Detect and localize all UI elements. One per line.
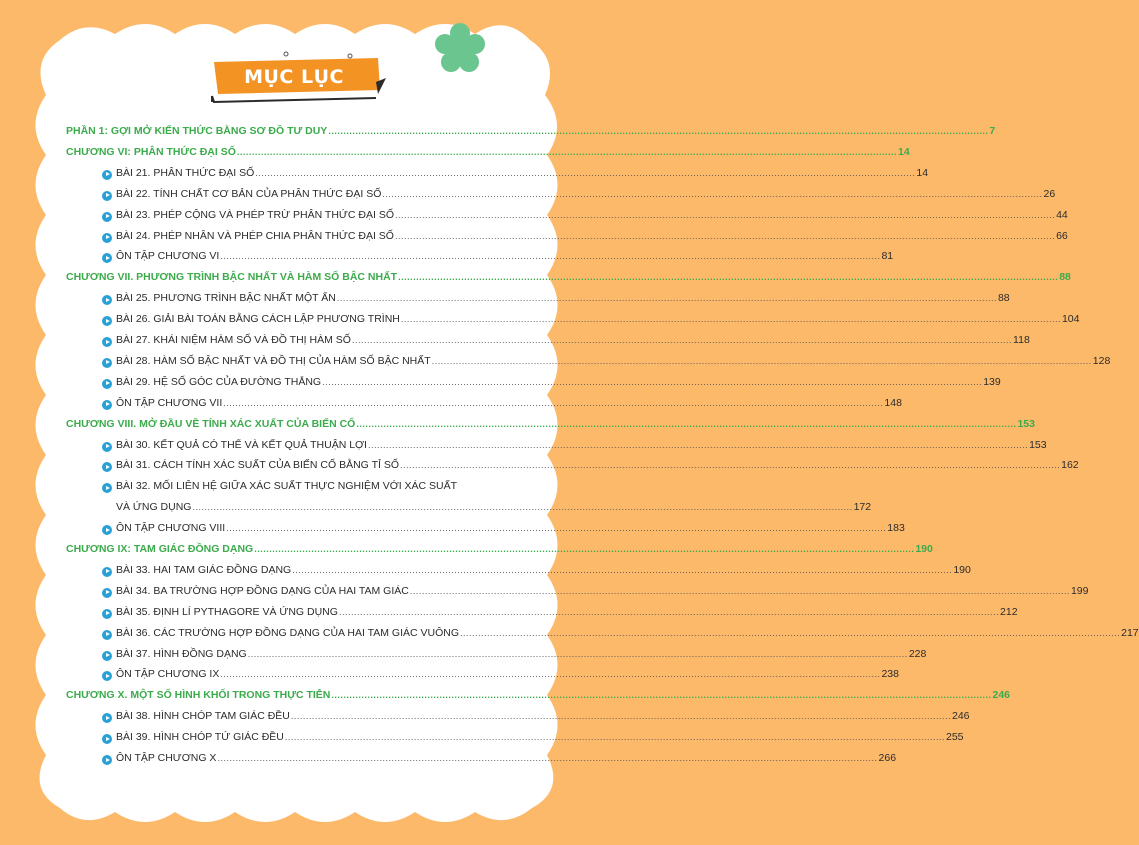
dot-leader: ............................................................................................................................................................................................................................ xyxy=(217,753,878,763)
toc-page-number: 246 xyxy=(992,689,1011,702)
toc-lesson-row[interactable] xyxy=(102,710,970,723)
play-bullet-icon xyxy=(102,567,112,577)
toc-lesson-row[interactable] xyxy=(102,396,902,409)
toc-page-number: 14 xyxy=(898,145,910,158)
toc-page-number: 148 xyxy=(884,396,902,409)
toc-chapter-row[interactable] xyxy=(66,689,1011,702)
dot-leader: ............................................................................................................................................................................................................................ xyxy=(460,627,1121,638)
toc-page-number: 228 xyxy=(908,647,927,660)
dot-leader: ............................................................................................................................................................................................................................ xyxy=(400,314,1061,325)
toc-page-number: 104 xyxy=(1061,313,1080,326)
toc-entry-label: CHƯƠNG VII. PHƯƠNG TRÌNH BẬC NHẤT VÀ HÀM SỐ BẬC NHẤT xyxy=(66,271,398,284)
dot-leader: ............................................................................................................................................................................................................................ xyxy=(223,397,884,408)
toc-chapter-row[interactable] xyxy=(66,543,933,555)
play-bullet-icon xyxy=(102,734,112,744)
toc-page-number: 88 xyxy=(997,292,1010,305)
toc-lesson-row[interactable] xyxy=(102,166,929,179)
toc-entry-label: BÀI 32. MỐI LIÊN HỆ GIỮA XÁC SUẤT THỰC NGHIỆM VỚI XÁC SUẤT xyxy=(116,480,458,493)
toc-entry-label: BÀI 30. KẾT QUẢ CÓ THỂ VÀ KẾT QUẢ THUẬN LỢI xyxy=(116,438,367,451)
toc-entry-label: PHẦN 1: GỢI MỞ KIẾN THỨC BẰNG SƠ ĐỒ TƯ DUY xyxy=(66,125,328,137)
dot-leader: ............................................................................................................................................................................................................................ xyxy=(284,732,945,743)
toc-chapter-row[interactable] xyxy=(66,145,910,158)
toc-page-number: 128 xyxy=(1092,354,1111,367)
dot-leader: ............................................................................................................................................................................................................................ xyxy=(356,418,1017,429)
toc-lesson-row[interactable] xyxy=(102,250,894,263)
toc-lesson-row[interactable] xyxy=(102,522,905,535)
dot-leader: ............................................................................................................................................................................................................................ xyxy=(290,711,951,722)
play-bullet-icon xyxy=(102,525,112,535)
dot-leader: ............................................................................................................................................................................................................................ xyxy=(400,460,1061,471)
toc-page-number: 88 xyxy=(1059,271,1071,284)
toc-page-number: 183 xyxy=(887,522,905,535)
toc-chapter-row[interactable] xyxy=(66,271,1071,284)
dot-leader: ............................................................................................................................................................................................................................ xyxy=(226,523,887,534)
toc-entry-label: CHƯƠNG VIII. MỞ ĐẦU VỀ TÍNH XÁC XUẤT CỦA BIẾN CỐ xyxy=(66,417,356,430)
toc-lesson-row[interactable] xyxy=(102,229,1068,242)
toc-entry-label: BÀI 34. BA TRƯỜNG HỢP ĐỒNG DẠNG CỦA HAI TAM GIÁC xyxy=(116,584,409,597)
dot-leader: ............................................................................................................................................................................................................................ xyxy=(236,146,897,157)
dot-leader: ............................................................................................................................................................................................................................ xyxy=(220,251,881,262)
toc-lesson-row[interactable] xyxy=(102,438,1047,451)
toc-page-number: 255 xyxy=(945,731,964,744)
toc-page-number: 199 xyxy=(1070,584,1089,597)
flower-icon xyxy=(433,22,487,76)
toc-lesson-row[interactable] xyxy=(102,752,897,764)
toc-entry-label: BÀI 21. PHÂN THỨC ĐẠI SỐ xyxy=(116,166,255,179)
play-bullet-icon xyxy=(102,755,112,765)
play-bullet-icon xyxy=(102,609,112,619)
toc-page-number: 153 xyxy=(1017,417,1035,430)
toc-lesson-row[interactable] xyxy=(102,459,1079,472)
toc-page-number: 190 xyxy=(915,543,933,555)
toc-entry-label: BÀI 28. HÀM SỐ BẬC NHẤT VÀ ĐỒ THỊ CỦA HÀM SỐ BẬC NHẤT xyxy=(116,354,431,367)
toc-entry-label: BÀI 22. TÍNH CHẤT CƠ BẢN CỦA PHÂN THỨC ĐẠI SỐ xyxy=(116,187,382,200)
toc-page-number: 7 xyxy=(989,125,996,137)
toc-entry-label: BÀI 33. HAI TAM GIÁC ĐỒNG DẠNG xyxy=(116,563,292,576)
dot-leader: ............................................................................................................................................................................................................................ xyxy=(409,585,1070,596)
dot-leader: ............................................................................................................................................................................................................................ xyxy=(328,126,989,136)
toc-lesson-row[interactable] xyxy=(102,375,1001,388)
toc-page-number: 162 xyxy=(1061,459,1079,472)
dot-leader: ............................................................................................................................................................................................................................ xyxy=(220,669,881,680)
toc-entry-label: BÀI 24. PHÉP NHÂN VÀ PHÉP CHIA PHÂN THỨC ĐẠI SỐ xyxy=(116,229,394,242)
toc-lesson-row[interactable] xyxy=(102,208,1068,221)
toc-entry-label: ÔN TẬP CHƯƠNG X xyxy=(116,752,217,764)
toc-entry-label: BÀI 37. HÌNH ĐỒNG DẠNG xyxy=(116,647,247,660)
toc-page-number: 139 xyxy=(983,375,1001,388)
toc-entry-label: BÀI 38. HÌNH CHÓP TAM GIÁC ĐỀU xyxy=(116,710,290,723)
toc-entry-label: ÔN TẬP CHƯƠNG VI xyxy=(116,250,220,263)
play-bullet-icon xyxy=(102,588,112,598)
toc-lesson-row[interactable] xyxy=(102,605,1018,618)
toc-lesson-row[interactable] xyxy=(102,668,899,681)
dot-leader: ............................................................................................................................................................................................................................ xyxy=(431,355,1092,366)
play-bullet-icon xyxy=(102,191,112,201)
toc-lesson-row[interactable] xyxy=(102,292,1010,305)
toc-chapter-row[interactable] xyxy=(66,417,1035,430)
toc-page-number: 246 xyxy=(951,710,970,723)
toc-chapter-row[interactable] xyxy=(66,125,996,137)
play-bullet-icon xyxy=(102,651,112,661)
toc-page-number: 266 xyxy=(878,752,897,764)
toc-entry-label: ÔN TẬP CHƯƠNG IX xyxy=(116,668,220,681)
toc-lesson-row[interactable] xyxy=(102,731,964,744)
toc-page-number: 26 xyxy=(1043,187,1056,200)
toc-entry-label: BÀI 25. PHƯƠNG TRÌNH BẬC NHẤT MỘT ẨN xyxy=(116,292,336,305)
dot-leader: ............................................................................................................................................................................................................................ xyxy=(255,167,916,178)
dot-leader: ............................................................................................................................................................................................................................ xyxy=(192,502,853,513)
play-bullet-icon xyxy=(102,713,112,723)
toc-entry-label: BÀI 31. CÁCH TÍNH XÁC SUẤT CỦA BIẾN CỐ BẰNG TỈ SỐ xyxy=(116,459,399,472)
dot-leader: ............................................................................................................................................................................................................................ xyxy=(367,439,1029,450)
toc-page-number: 14 xyxy=(916,166,929,179)
toc-lesson-row[interactable] xyxy=(102,313,1080,326)
play-bullet-icon xyxy=(102,630,112,640)
toc-lesson-row[interactable] xyxy=(102,354,1111,367)
toc-lesson-row[interactable] xyxy=(102,187,1056,200)
toc-entry-label: BÀI 29. HỆ SỐ GÓC CỦA ĐƯỜNG THẲNG xyxy=(116,375,322,388)
toc-page-number: 118 xyxy=(1013,334,1030,346)
toc-page-number: 66 xyxy=(1056,229,1068,242)
play-bullet-icon xyxy=(102,253,112,263)
play-bullet-icon xyxy=(102,170,112,180)
play-bullet-icon xyxy=(102,358,112,368)
play-bullet-icon xyxy=(102,233,112,243)
toc-entry-label: CHƯƠNG VI: PHÂN THỨC ĐẠI SỐ xyxy=(66,145,236,158)
toc-page-number: 81 xyxy=(881,250,894,263)
dot-leader: ............................................................................................................................................................................................................................ xyxy=(398,272,1059,283)
toc-entry-label: CHƯƠNG X. MỘT SỐ HÌNH KHỐI TRONG THỰC TIỄN xyxy=(66,689,331,702)
toc-page-number: 217 xyxy=(1121,626,1139,639)
play-bullet-icon xyxy=(102,462,112,472)
toc-entry-label: BÀI 23. PHÉP CỘNG VÀ PHÉP TRỪ PHÂN THỨC ĐẠI SỐ xyxy=(116,208,394,221)
dot-leader: ............................................................................................................................................................................................................................ xyxy=(254,544,915,554)
toc-entry-label: CHƯƠNG IX: TAM GIÁC ĐỒNG DẠNG xyxy=(66,543,254,555)
toc-lesson-row[interactable] xyxy=(102,626,1139,639)
play-bullet-icon xyxy=(102,212,112,222)
page-title: MỤC LỤC xyxy=(244,66,344,88)
toc-lesson-row[interactable] xyxy=(102,563,971,576)
dot-leader: ............................................................................................................................................................................................................................ xyxy=(394,230,1056,241)
play-bullet-icon xyxy=(102,442,112,452)
dot-leader: ............................................................................................................................................................................................................................ xyxy=(382,188,1043,199)
toc-page-number: 44 xyxy=(1056,208,1068,221)
play-bullet-icon xyxy=(102,671,112,681)
toc-entry-label: BÀI 35. ĐỊNH LÍ PYTHAGORE VÀ ỨNG DỤNG xyxy=(116,605,338,618)
toc-entry-label: ÔN TẬP CHƯƠNG VIII xyxy=(116,522,226,535)
dot-leader: ............................................................................................................................................................................................................................ xyxy=(338,606,1000,617)
toc-page-number: 190 xyxy=(953,563,971,576)
dot-leader: ............................................................................................................................................................................................................................ xyxy=(247,648,908,659)
play-bullet-icon xyxy=(102,483,112,493)
toc-entry-label: ÔN TẬP CHƯƠNG VII xyxy=(116,396,223,409)
dot-leader: ............................................................................................................................................................................................................................ xyxy=(331,690,992,701)
dot-leader: ............................................................................................................................................................................................................................ xyxy=(322,376,983,387)
toc-entry-label: BÀI 27. KHÁI NIỆM HÀM SỐ VÀ ĐỒ THỊ HÀM SỐ xyxy=(116,334,351,346)
toc-page-number: 153 xyxy=(1029,438,1047,451)
toc-lesson-row[interactable] xyxy=(102,480,524,492)
play-bullet-icon xyxy=(102,295,112,305)
play-bullet-icon xyxy=(102,379,112,389)
toc-entry-label: BÀI 39. HÌNH CHÓP TỨ GIÁC ĐỀU xyxy=(116,731,284,744)
toc-page-number: 172 xyxy=(853,501,872,514)
toc-page-number: 212 xyxy=(1000,605,1018,618)
play-bullet-icon xyxy=(102,337,112,347)
toc-lesson-row[interactable] xyxy=(102,647,927,660)
toc-entry-label: VÀ ỨNG DỤNG xyxy=(116,501,192,514)
dot-leader: ............................................................................................................................................................................................................................ xyxy=(336,293,997,304)
play-bullet-icon xyxy=(102,316,112,326)
dot-leader: ............................................................................................................................................................................................................................ xyxy=(394,209,1056,220)
toc-page-number: 238 xyxy=(881,668,899,681)
toc-lesson-row[interactable] xyxy=(102,584,1089,597)
dot-leader: ............................................................................................................................................................................................................................ xyxy=(351,335,1013,345)
toc-entry-label: BÀI 26. GIẢI BÀI TOÁN BẰNG CÁCH LẬP PHƯƠNG TRÌNH xyxy=(116,313,400,326)
toc-lesson-row[interactable] xyxy=(116,501,872,514)
title-banner xyxy=(210,52,386,106)
play-bullet-icon xyxy=(102,400,112,410)
toc-entry-label: BÀI 36. CÁC TRƯỜNG HỢP ĐỒNG DẠNG CỦA HAI TAM GIÁC VUÔNG xyxy=(116,626,460,639)
toc-lesson-row[interactable] xyxy=(102,334,1030,346)
dot-leader: ............................................................................................................................................................................................................................ xyxy=(292,564,953,575)
